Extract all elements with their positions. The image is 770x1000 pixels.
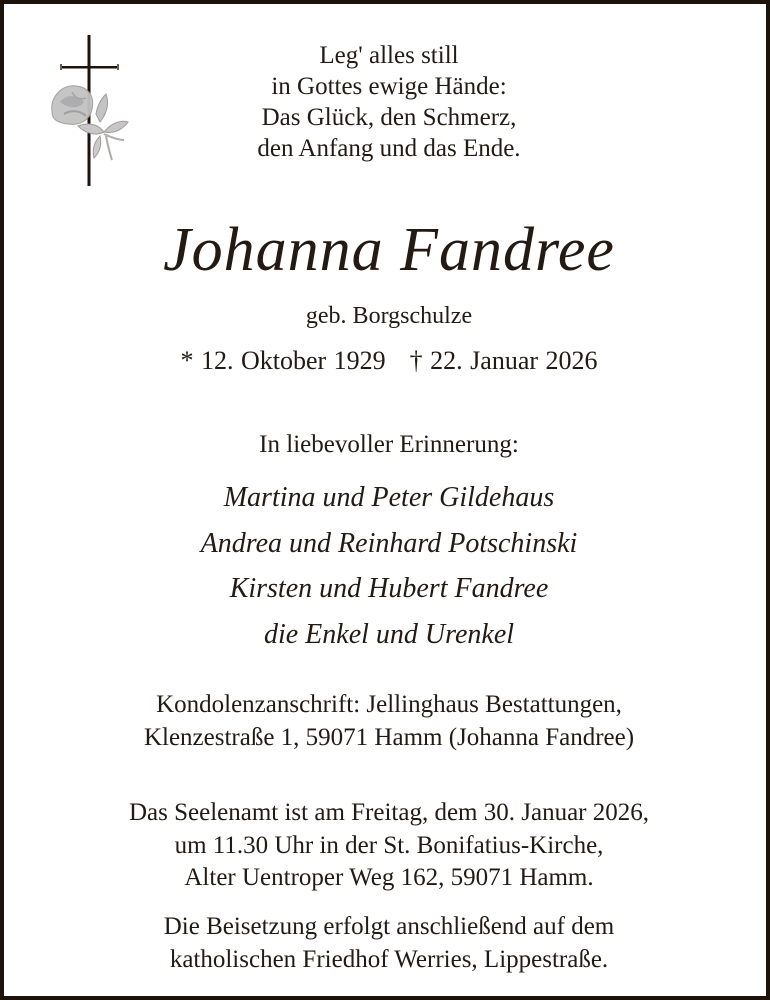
- verse-line: den Anfang und das Ende.: [257, 135, 521, 162]
- birth-date: * 12. Oktober 1929: [180, 346, 386, 375]
- burial-info: [4, 910, 770, 976]
- service-info: [4, 797, 770, 895]
- mourners-list: [4, 475, 770, 657]
- verse-line: in Gottes ewige Hände:: [271, 73, 507, 100]
- service-line: Alter Uentroper Weg 162, 59071 Hamm.: [184, 864, 594, 891]
- life-dates: [4, 344, 770, 378]
- death-date: † 22. Januar 2026: [409, 346, 598, 375]
- mourner: die Enkel und Urenkel: [263, 618, 515, 650]
- condolence-line: Kondolenzanschrift: Jellinghaus Bestattungen,: [156, 691, 622, 718]
- memory-label: In liebevoller Erinnerung:: [259, 431, 519, 458]
- service-line: um 11.30 Uhr in der St. Bonifatius-Kirche,: [174, 831, 604, 859]
- burial-line: katholischen Friedhof Werries, Lippestraße.: [169, 946, 609, 973]
- condolence-address: [4, 688, 770, 754]
- service-line: Das Seelenamt ist am Freitag, dem 30. Januar 2026,: [128, 799, 650, 826]
- maiden-name: geb. Borgschulze: [305, 303, 473, 329]
- mourner: Martina und Peter Gildehaus: [223, 482, 555, 513]
- condolence-line: Klenzestraße 1, 59071 Hamm (Johanna Fandree): [143, 724, 635, 751]
- mourner: Andrea und Reinhard Potschinski: [200, 527, 578, 559]
- verse-line: Leg' alles still: [319, 42, 459, 69]
- deceased-name: Johanna Fandree: [163, 216, 615, 284]
- verse: [4, 40, 770, 164]
- verse-line: Das Glück, den Schmerz,: [261, 104, 517, 131]
- mourner: Kirsten und Hubert Fandree: [229, 573, 549, 604]
- burial-line: Die Beisetzung erfolgt anschließend auf dem: [163, 913, 615, 940]
